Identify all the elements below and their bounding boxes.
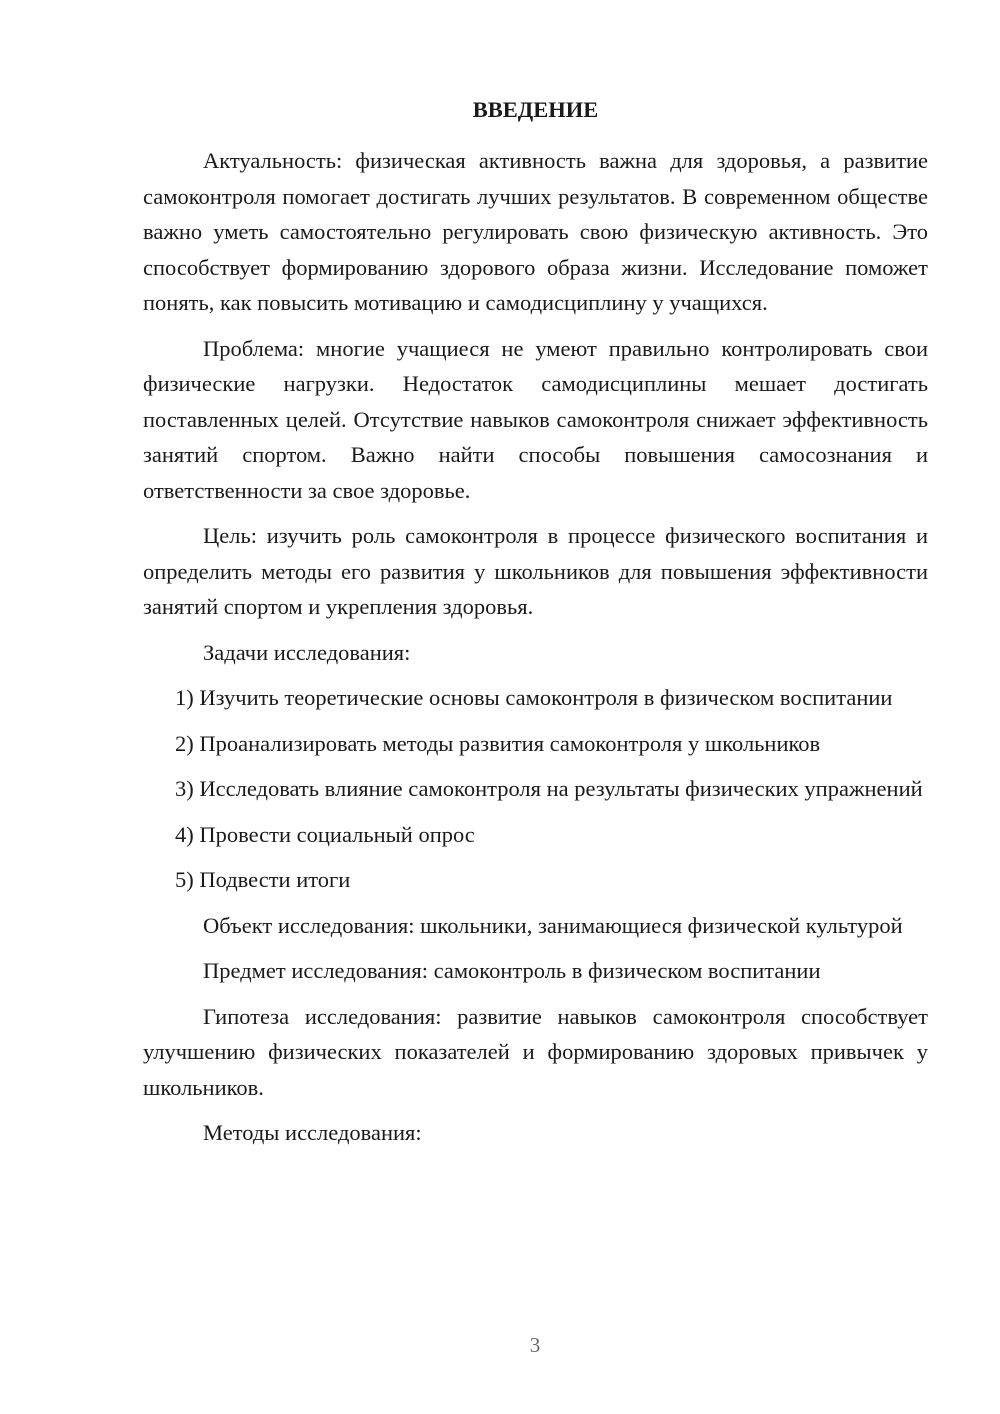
task-item: 1) Изучить теоретические основы самоконтроля в физическом воспитании [175, 685, 893, 710]
task-item: 2) Проанализировать методы развития самоконтроля у школьников [175, 730, 821, 756]
tasks-heading: Задачи исследования: [203, 639, 411, 665]
hypothesis-paragraph: Гипотеза исследования: развитие навыков самоконтроля способствует улучшению физических показателей и формированию здоровых привычек у школьников. [143, 1003, 928, 1100]
page-number: 3 [529, 1333, 541, 1357]
relevance-paragraph: Актуальность: физическая активность важна для здоровья, а развитие самоконтроля помогает достигать лучших результатов. В современном обществе важно уметь самостоятельно регулировать свою физическую активность. Это способствует формированию здорового образа жизни. Исследование поможет понять, как повысить мотивацию и самодисциплину у учащихся. [143, 148, 928, 315]
goal-paragraph: Цель: изучить роль самоконтроля в процессе физического воспитания и определить методы его развития у школьников для повышения эффективности занятий спортом и укрепления здоровья. [143, 523, 928, 619]
methods-heading: Методы исследования: [203, 1120, 422, 1145]
task-item: 4) Провести социальный опрос [175, 821, 475, 847]
object-paragraph: Объект исследования: школьники, занимающиеся физической культурой [203, 912, 903, 938]
subject-paragraph: Предмет исследования: самоконтроль в физическом воспитании [203, 958, 821, 983]
problem-paragraph: Проблема: многие учащиеся не умеют правильно контролировать свои физические нагрузки. Недостаток самодисциплины мешает достигать поставленных целей. Отсутствие навыков самоконтроля снижает эффективность занятий спортом. Важно найти способы повышения самосознания и ответственности за свое здоровье. [143, 335, 928, 503]
task-item: 5) Подвести итоги [175, 867, 351, 892]
page-title: ВВЕДЕНИЕ [472, 97, 599, 122]
document-body [143, 96, 928, 1151]
task-item: 3) Исследовать влияние самоконтроля на результаты физических упражнений [175, 776, 923, 801]
